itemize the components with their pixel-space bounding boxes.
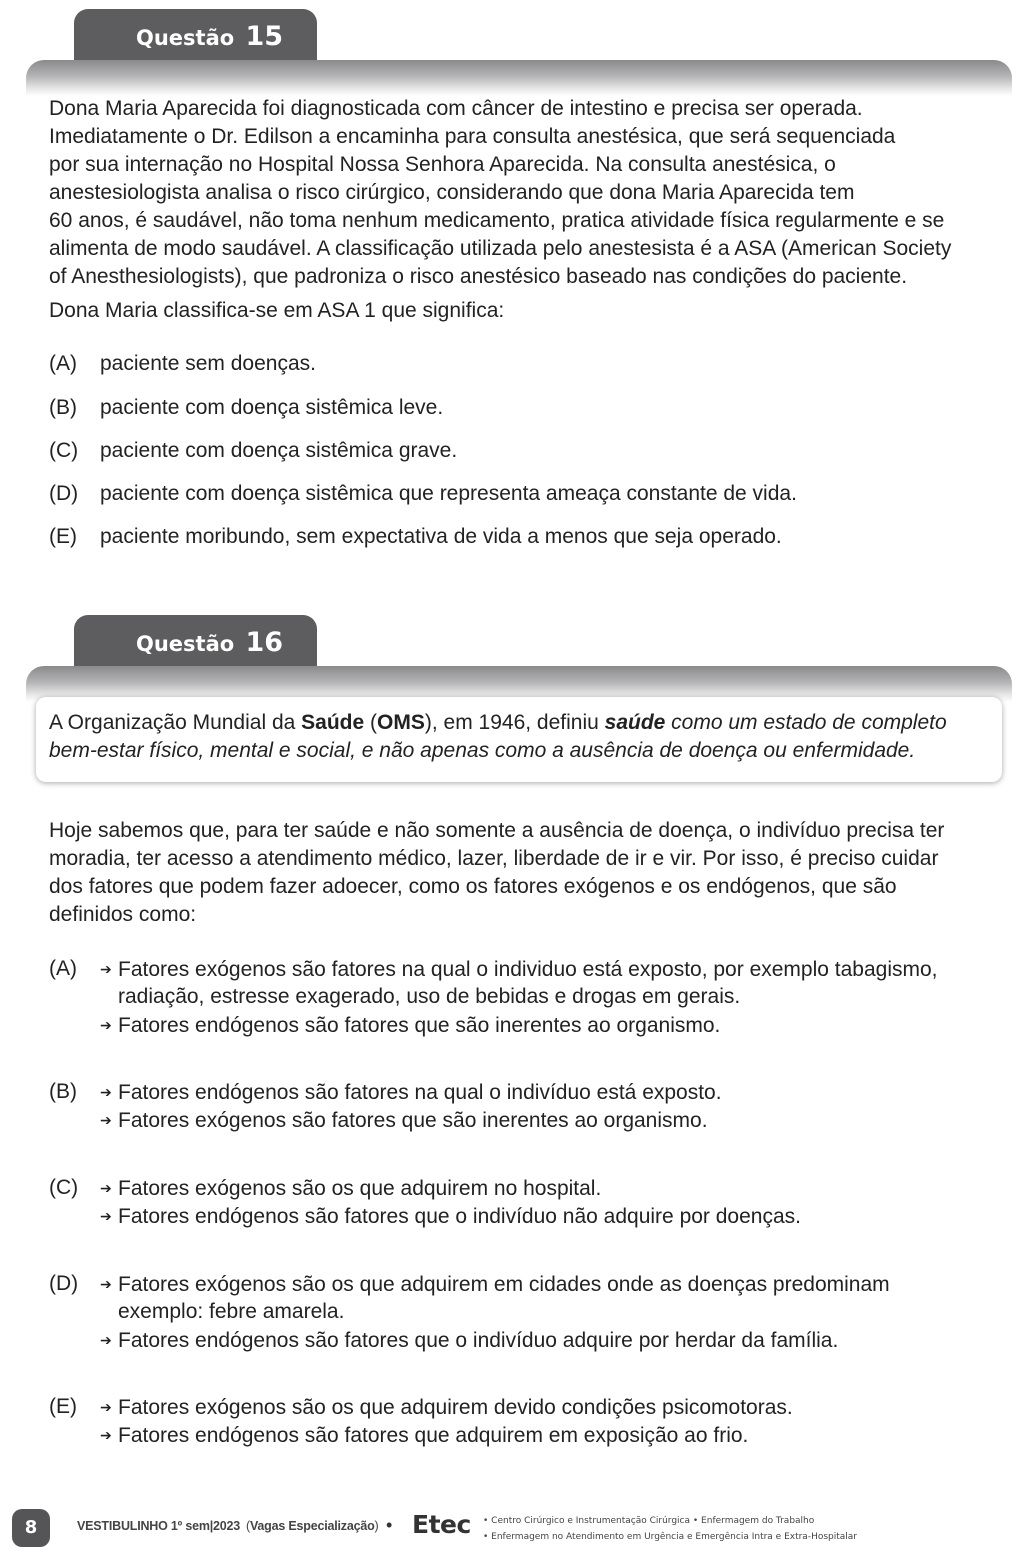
quote-italic: como um estado de completo [665,711,947,734]
option-letter: (B) [49,396,77,419]
quote-bold: Saúde [301,711,365,734]
question-15-bar [26,60,1012,96]
option-text: paciente com doença sistêmica leve. [100,396,444,419]
arrow-icon: ➔ [100,1017,112,1033]
exam-subtitle [246,1519,379,1533]
statement-line: Dona Maria Aparecida foi diagnosticada com câncer de intestino e precisa ser operada. [49,97,863,120]
question-label: Questão [136,632,235,656]
exam-sub-text: Vagas Especialização [249,1519,375,1533]
page-footer [0,1505,1018,1549]
course-line: • Enfermagem no Atendimento em Urgência e Emergência Intra e Extra-Hospitalar [483,1532,858,1542]
arrow-icon: ➔ [100,1112,112,1128]
option-line: radiação, estresse exagerado, uso de bebidas e drogas em gerais. [118,985,741,1008]
exam-title: VESTIBULINHO 1º sem|2023 [77,1519,241,1533]
etec-logo: Etec [412,1510,471,1539]
quote-text: ), em 1946, definiu [424,711,605,734]
arrow-icon: ➔ [100,1276,112,1292]
course-line: • Centro Cirúrgico e Instrumentação Cirúrgica • Enfermagem do Trabalho [483,1516,815,1526]
question-16-statement [49,817,990,929]
option-line: exemplo: febre amarela. [118,1300,345,1323]
quote-text: A Organização Mundial da [49,711,302,734]
arrow-icon: ➔ [100,1208,112,1224]
statement-line: por sua internação no Hospital Nossa Senhora Aparecida. Na consulta anestésica, o [49,153,836,176]
option-text: paciente com doença sistêmica grave. [100,439,458,462]
quote-italic: bem-estar físico, mental e social, e não apenas como a ausência de doença ou enfermidade. [49,739,916,762]
statement-line: anestesiologista analisa o risco cirúrgico, considerando que dona Maria Aparecida tem [49,181,855,204]
paren: ( [246,1519,250,1533]
statement-line: Imediatamente o Dr. Edilson a encaminha para consulta anestésica, que será sequenciada [49,125,896,148]
option-line: Fatores exógenos são fatores na qual o individuo está exposto, por exemplo tabagismo, [118,958,938,981]
option-line: Fatores endógenos são fatores que o indivíduo não adquire por doenças. [118,1205,801,1228]
option-text: paciente com doença sistêmica que representa ameaça constante de vida. [100,482,797,505]
statement-line: alimenta de modo saudável. A classificação utilizada pelo anestesista é a ASA (American Society [49,237,952,260]
quote-bold-italic: saúde [604,711,666,734]
question-15-prompt: Dona Maria classifica-se em ASA 1 que significa: [49,299,505,322]
arrow-icon: ➔ [100,1180,112,1196]
quote-bold: OMS [377,711,425,734]
page-number: 8 [12,1509,50,1547]
option-line: Fatores exógenos são os que adquirem no hospital. [118,1177,602,1200]
question-15-statement [49,95,990,291]
arrow-icon: ➔ [100,961,112,977]
question-label: Questão [136,26,235,50]
paren: ) [374,1519,379,1533]
option-line: Fatores exógenos são fatores que são inerentes ao organismo. [118,1109,708,1132]
option-line: Fatores exógenos são os que adquirem devido condições psicomotoras. [118,1396,793,1419]
option-letter: (D) [49,482,79,505]
arrow-icon: ➔ [100,1399,112,1415]
option-text: paciente moribundo, sem expectativa de vida a menos que seja operado. [100,525,782,548]
option-letter: (E) [49,1395,77,1418]
quote-box [36,697,1002,782]
option-line: Fatores endógenos são fatores que o indivíduo adquire por herdar da família. [118,1329,839,1352]
arrow-icon: ➔ [100,1332,112,1348]
arrow-icon: ➔ [100,1427,112,1443]
option-letter: (B) [49,1080,77,1103]
statement-line: Hoje sabemos que, para ter saúde e não somente a ausência de doença, o indivíduo precisa ter [49,819,945,842]
question-number: 15 [245,21,284,52]
statement-line: definidos como: [49,903,197,926]
option-letter: (E) [49,525,77,548]
statement-line: 60 anos, é saudável, não toma nenhum medicamento, pratica atividade física regularmente e se [49,209,945,232]
question-number: 16 [245,627,284,658]
option-line: Fatores exógenos são os que adquirem em cidades onde as doenças predominam [118,1273,890,1296]
statement-line: moradia, ter acesso a atendimento médico, lazer, liberdade de ir e vir. Por isso, é preciso cuidar [49,847,939,870]
option-letter: (C) [49,1176,79,1199]
option-line: Fatores endógenos são fatores que adquirem em exposição ao frio. [118,1424,749,1447]
option-text: paciente sem doenças. [100,352,316,375]
option-letter: (A) [49,352,77,375]
option-letter: (D) [49,1272,79,1295]
course-list [483,1513,857,1545]
bullet-separator: • [386,1515,393,1535]
question-16-tab [74,615,317,669]
option-line: Fatores endógenos são fatores na qual o indivíduo está exposto. [118,1081,722,1104]
arrow-icon: ➔ [100,1084,112,1100]
quote-text: ( [364,711,378,734]
statement-line: dos fatores que podem fazer adoecer, como os fatores exógenos e os endógenos, que são [49,875,897,898]
option-letter: (C) [49,439,79,462]
question-15-tab [74,9,317,63]
option-line: Fatores endógenos são fatores que são inerentes ao organismo. [118,1014,721,1037]
option-letter: (A) [49,957,77,980]
statement-line: of Anesthesiologists), que padroniza o risco anestésico baseado nas condições do paciente. [49,265,908,288]
